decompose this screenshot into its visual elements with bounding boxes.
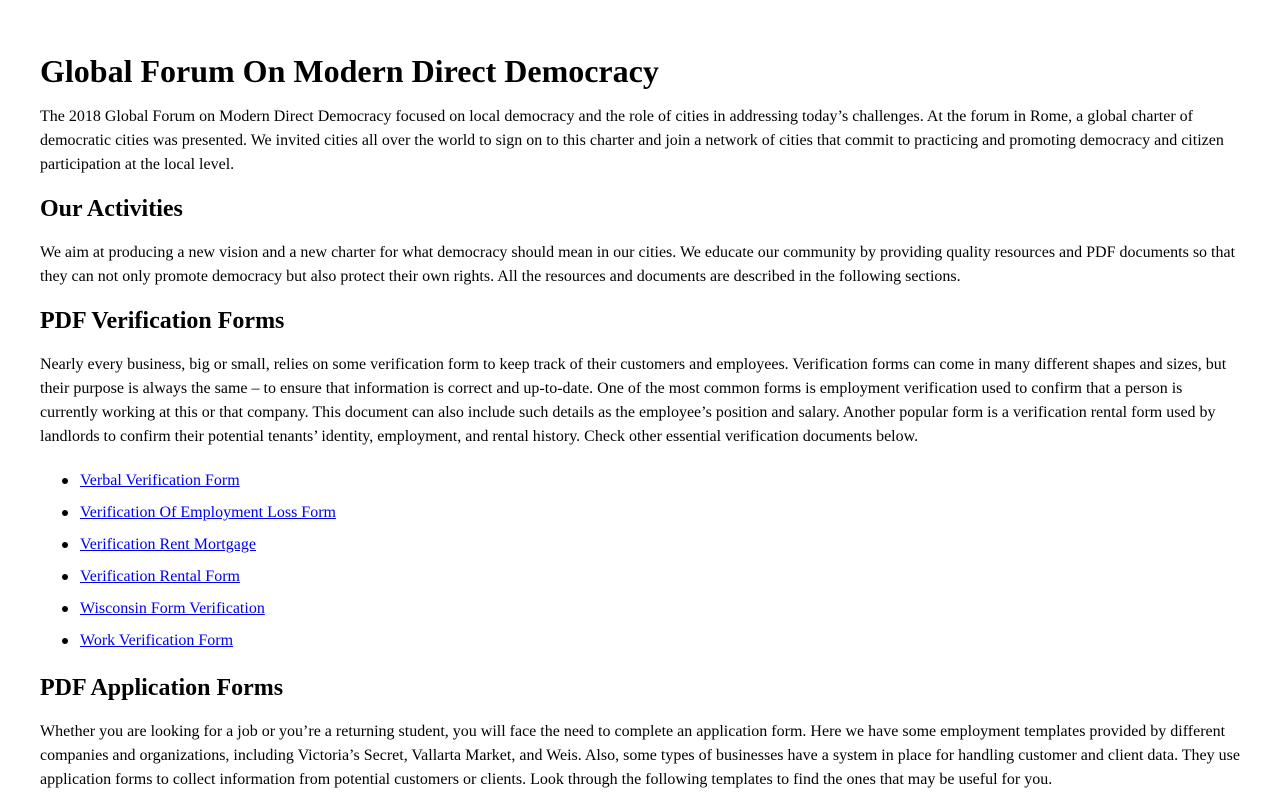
list-item [80,469,336,501]
link-work-verification-form[interactable]: Work Verification Form [80,632,234,649]
list-item [80,597,336,629]
bullet-icon [62,606,68,612]
activities-heading: Our Activities [40,196,183,222]
link-verbal-verification-form[interactable]: Verbal Verification Form [80,472,240,489]
application-heading: PDF Application Forms [40,675,284,701]
verification-paragraph: Nearly every business, big or small, relies on some verification form to keep track of their customers and employees. Verification forms can come in many different shapes and sizes, but their purpose is always the same – to ensure that information is correct and up-to-date. One of the most common forms is employment verification used to confirm that a person is currently working at this or that company. This document can also include such details as the employee’s position and salary. Another popular form is a verification rental form used by landlords to confirm their potential tenants’ identity, employment, and rental history. Check other essential verification documents below. [40,356,1227,445]
application-paragraph: Whether you are looking for a job or you’re a returning student, you will face the need to complete an application form. Here we have some employment templates provided by different companies and organizations, including Victoria’s Secret, Vallarta Market, and Weis. Also, some types of businesses have a system in place for handling customer and client data. They use application forms to collect information from potential customers or clients. Look through the following templates to find the ones that may be useful for you. [40,723,1240,788]
link-verification-of-employment-loss-form[interactable]: Verification Of Employment Loss Form [80,504,336,521]
link-verification-rental-form[interactable]: Verification Rental Form [80,568,240,585]
bullet-icon [62,542,68,548]
page-title: Global Forum On Modern Direct Democracy [40,53,659,89]
activities-paragraph: We aim at producing a new vision and a new charter for what democracy should mean in our cities. We educate our community by providing quality resources and PDF documents so that they can not only promote democracy but also protect their own rights. All the resources and documents are described in the following sections. [40,244,1236,285]
verification-links-list [40,469,336,661]
bullet-icon [62,478,68,484]
list-item [80,629,336,661]
bullet-icon [62,574,68,580]
list-item [80,501,336,533]
list-item [80,565,336,597]
bullet-icon [62,638,68,644]
verification-heading: PDF Verification Forms [40,308,285,334]
bullet-icon [62,510,68,516]
link-wisconsin-form-verification[interactable]: Wisconsin Form Verification [80,600,265,617]
intro-paragraph: The 2018 Global Forum on Modern Direct Democracy focused on local democracy and the role of cities in addressing today’s challenges. At the forum in Rome, a global charter of democratic cities was presented. We invited cities all over the world to sign on to this charter and join a network of cities that commit to practicing and promoting democracy and citizen participation at the local level. [40,108,1224,173]
link-verification-rent-mortgage[interactable]: Verification Rent Mortgage [80,536,256,553]
list-item [80,533,336,565]
